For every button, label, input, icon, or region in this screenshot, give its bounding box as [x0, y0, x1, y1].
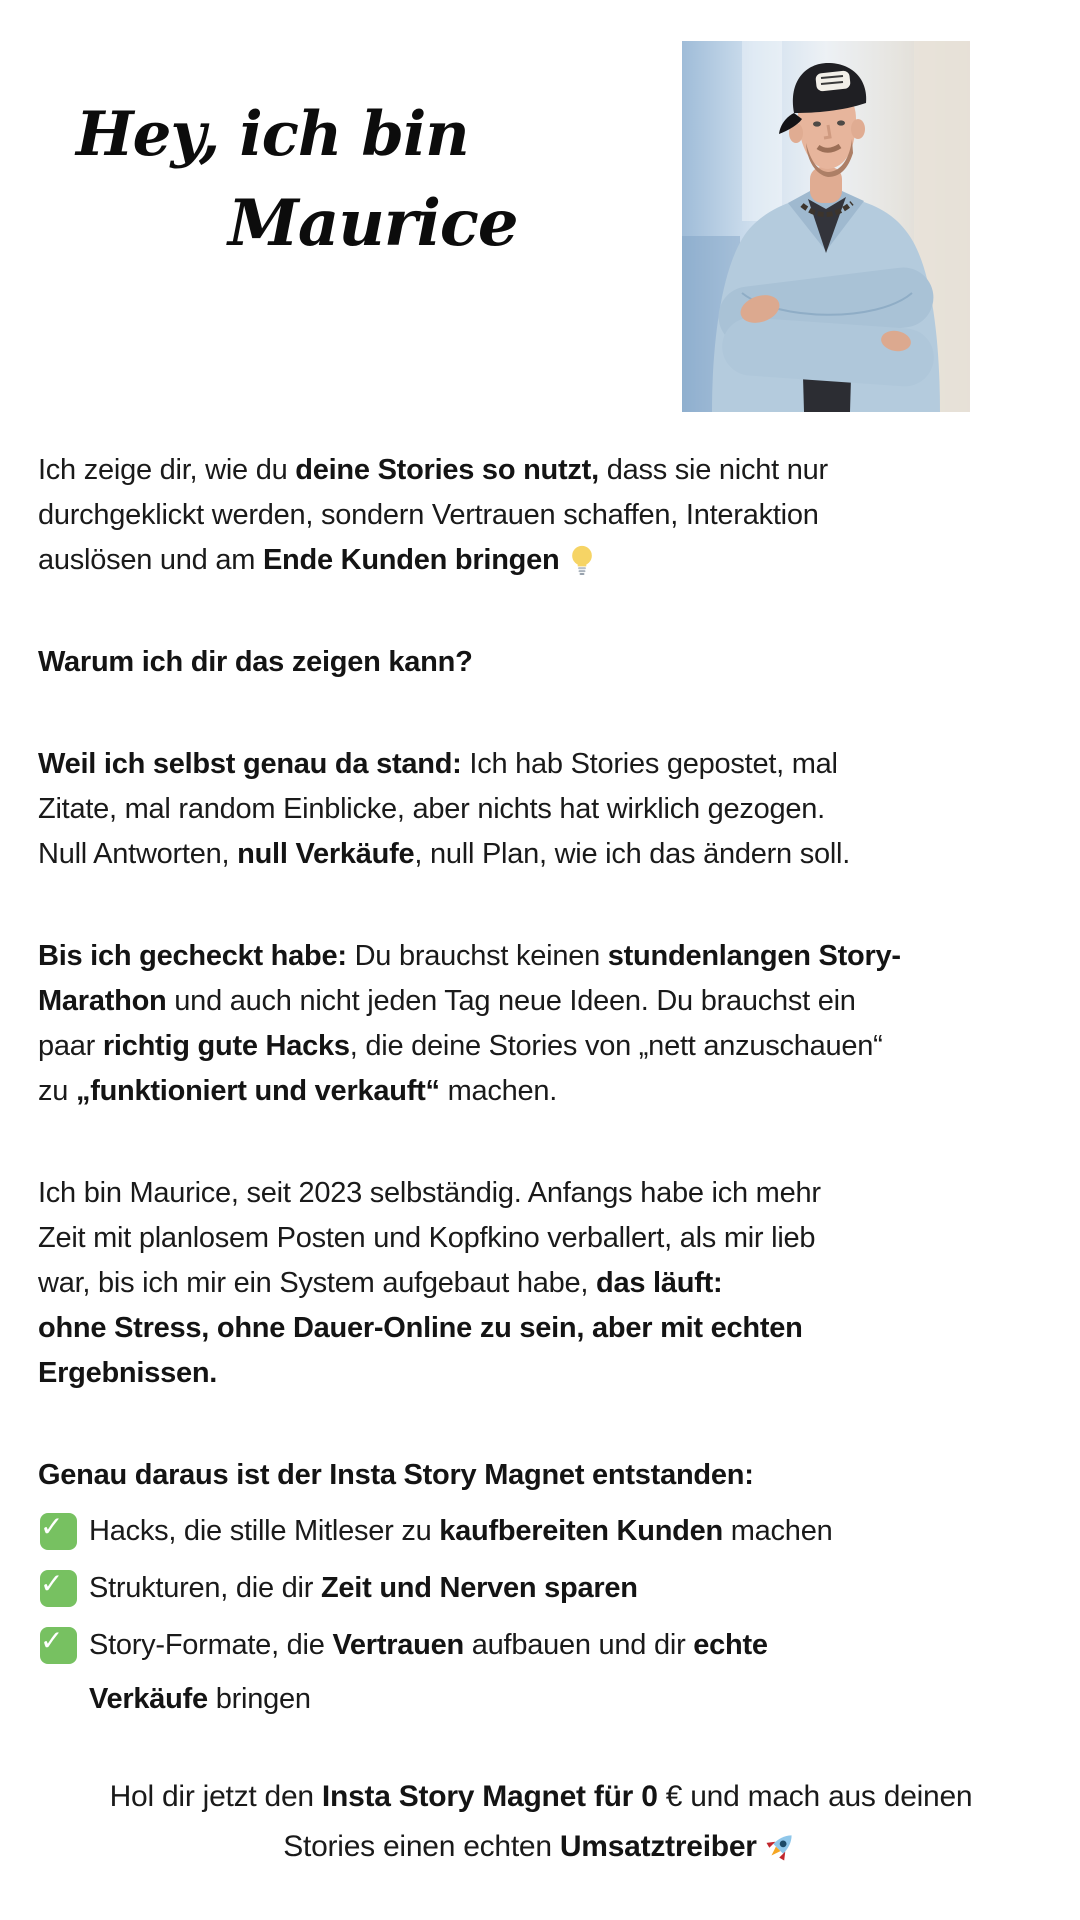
paragraph-about: Ich bin Maurice, seit 2023 selbständig. Anfangs habe ich mehr Zeit mit planlosem Posten und Kopfkino verballert, als mir lieb war, bis ich mir ein System aufgebaut habe, das läuft: ohne Stress, ohne Dauer-Online zu sein, aber mit echten Ergebnissen.	[38, 1177, 821, 1389]
main-content	[38, 448, 1044, 1872]
paragraph-intro: Ich zeige dir, wie du deine Stories so nutzt, dass sie nicht nur durchgeklickt werden, sondern Vertrauen schaffen, Interaktion auslösen und am Ende Kunden bringen	[38, 454, 828, 576]
headline-line1: Hey, ich bin	[76, 99, 469, 170]
checklist-item	[38, 1504, 1044, 1558]
check-icon: ✓	[40, 1513, 77, 1550]
checklist-heading: Genau daraus ist der Insta Story Magnet entstanden:	[38, 1459, 754, 1491]
checklist-item	[38, 1618, 1044, 1726]
check-icon: ✓	[40, 1570, 77, 1607]
checklist	[38, 1504, 1044, 1726]
checklist-item-text: Story-Formate, die Vertrauen aufbauen und dir echte Verkäufe bringen	[89, 1629, 768, 1715]
paragraph-story: Weil ich selbst genau da stand: Ich hab Stories gepostet, mal Zitate, mal random Einblicke, aber nichts hat wirklich gezogen. Null Antworten, null Verkäufe, null Plan, wie ich das ändern soll.	[38, 748, 851, 870]
paragraph-question: Warum ich dir das zeigen kann?	[38, 646, 473, 678]
paragraph-insight: Bis ich gecheckt habe: Du brauchst keinen stundenlangen Story- Marathon und auch nicht jeden Tag neue Ideen. Du brauchst ein paar richtig gute Hacks, die deine Stories von „nett anzuschauen“ zu „funktioniert und verkauft“ machen.	[38, 940, 901, 1107]
headline-line2: Maurice	[228, 186, 518, 261]
rocket-icon	[763, 1828, 799, 1864]
header	[0, 0, 1080, 448]
cta-text: Hol dir jetzt den Insta Story Magnet für 0 € und mach aus deinen Stories einen echten Umsatztreiber	[109, 1780, 973, 1863]
checklist-item-text: Strukturen, die dir Zeit und Nerven sparen	[89, 1572, 638, 1604]
checklist-item	[38, 1561, 1044, 1615]
check-icon: ✓	[40, 1627, 77, 1664]
maurice-photo	[682, 41, 970, 412]
lightbulb-icon	[567, 544, 597, 576]
checklist-item-text: Hacks, die stille Mitleser zu kaufbereiten Kunden machen	[89, 1515, 833, 1547]
